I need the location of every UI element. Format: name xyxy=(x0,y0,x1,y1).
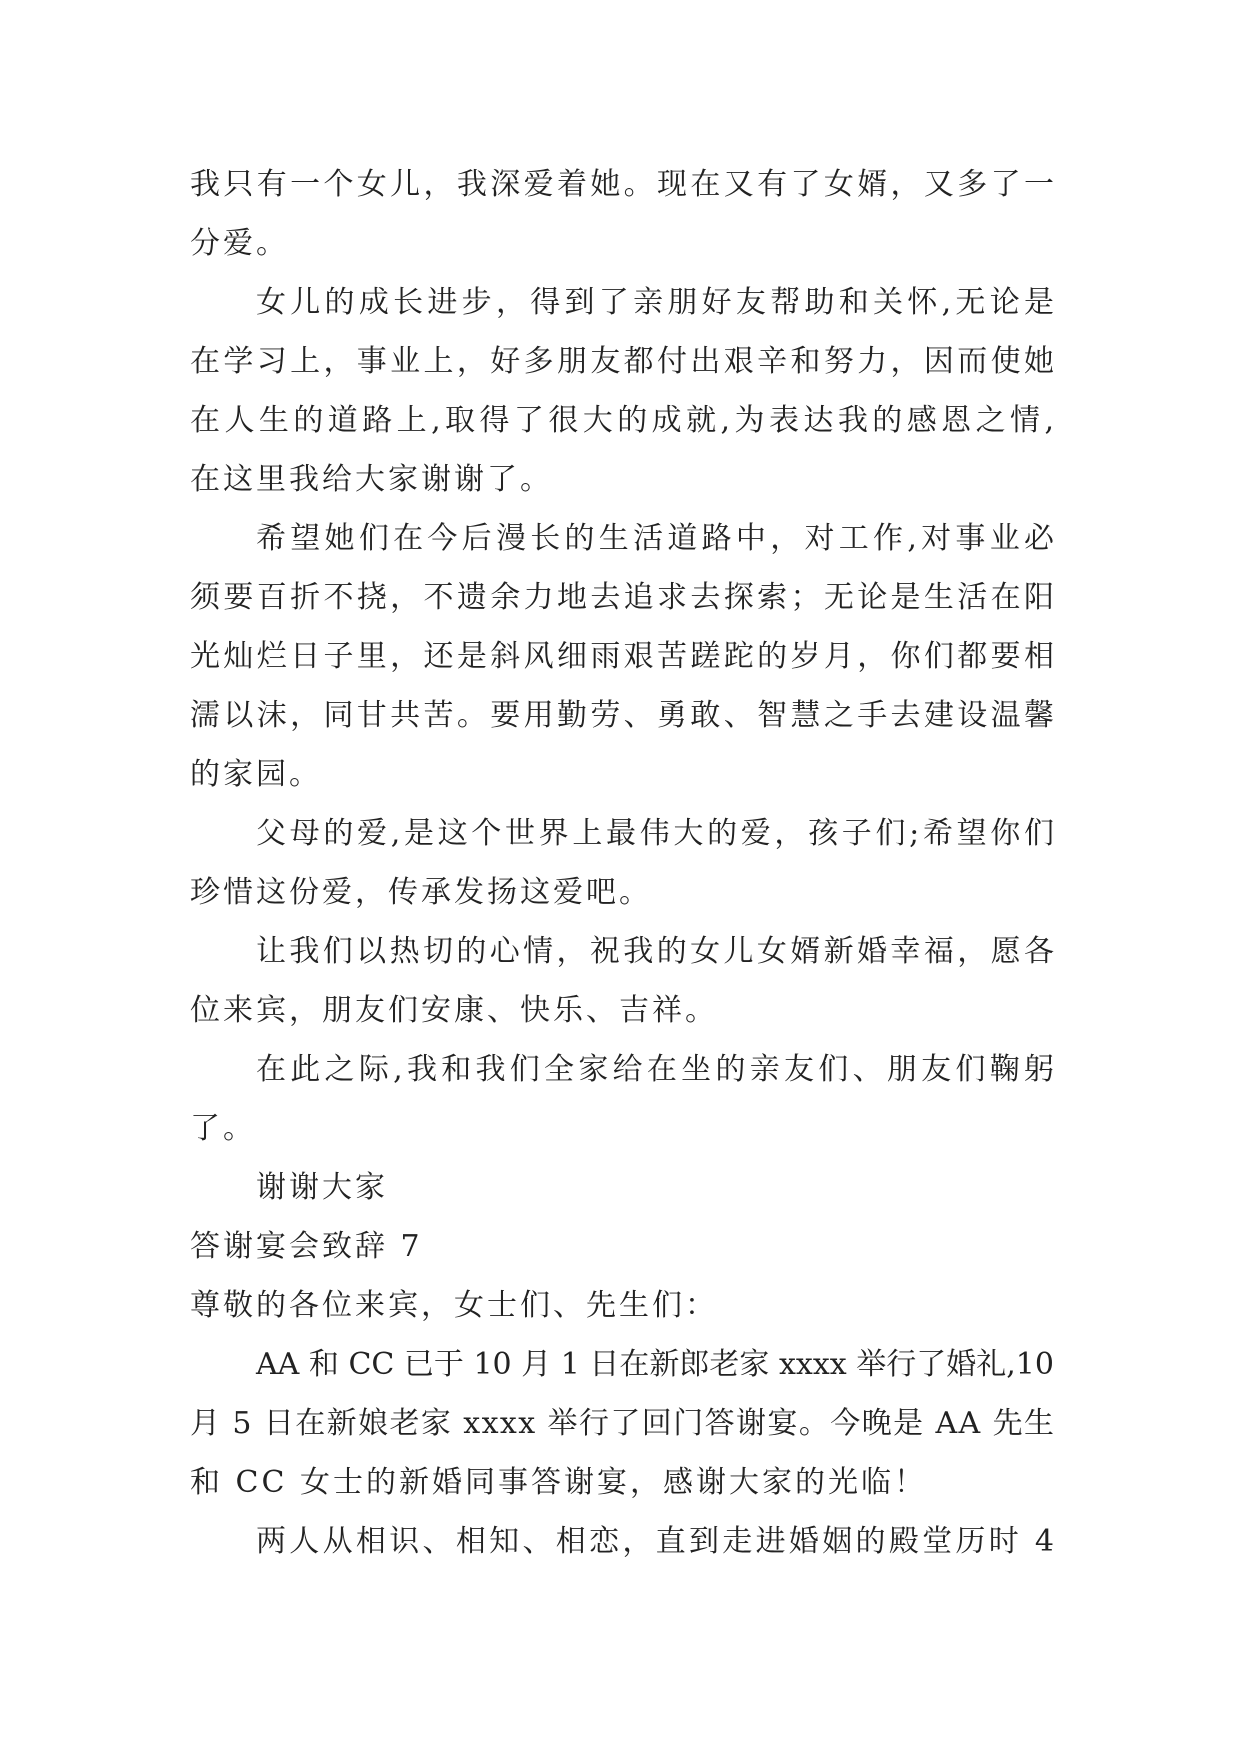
paragraph-line xyxy=(190,981,1054,1040)
paragraph-line xyxy=(190,450,1054,509)
line-text: 我只有一个女儿，我深爱着她。现在又有了女婿，又多了一 xyxy=(190,167,1058,202)
paragraph-line xyxy=(190,391,1059,450)
paragraph xyxy=(190,509,1059,804)
line-text: 父母的爱,是这个世界上最伟大的爱，孩子们;希望你们 xyxy=(256,816,1058,851)
line-text: 在人生的道路上,取得了很大的成就,为表达我的感恩之情, xyxy=(190,403,1059,438)
paragraph-line xyxy=(190,214,1054,273)
paragraph-line xyxy=(190,922,1058,981)
paragraph-line xyxy=(190,686,1058,745)
section-title xyxy=(190,1217,1054,1276)
paragraph-line xyxy=(190,1158,1054,1217)
line-text: 在此之际,我和我们全家给在坐的亲友们、朋友们鞠躬 xyxy=(256,1052,1059,1087)
line-text: 月 5 日在新娘老家 xxxx 举行了回门答谢宴。今晚是 AA 先生 xyxy=(190,1406,1056,1441)
closing-line xyxy=(190,1158,1054,1217)
paragraph-line xyxy=(190,1453,1054,1512)
line-text: 的家园。 xyxy=(190,757,322,792)
paragraph-line xyxy=(190,1512,1058,1571)
paragraph xyxy=(190,1512,1058,1571)
line-text: 了。 xyxy=(190,1111,256,1146)
line-text: 让我们以热切的心情，祝我的女儿女婿新婚幸福，愿各 xyxy=(256,934,1058,969)
line-text: 珍惜这份爱，传承发扬这爱吧。 xyxy=(190,875,652,910)
line-text: 在学习上，事业上，好多朋友都付出艰辛和努力，因而使她 xyxy=(190,344,1058,379)
line-text: 在这里我给大家谢谢了。 xyxy=(190,462,553,497)
paragraph-line xyxy=(190,509,1059,568)
paragraph-line xyxy=(190,155,1058,214)
paragraph xyxy=(190,1335,1054,1512)
paragraph xyxy=(190,1040,1059,1158)
paragraph xyxy=(190,804,1058,922)
paragraph-line xyxy=(190,1040,1059,1099)
line-text: 女儿的成长进步，得到了亲朋好友帮助和关怀,无论是 xyxy=(256,285,1059,320)
paragraph-line xyxy=(190,745,1054,804)
line-text: 光灿烂日子里，还是斜风细雨艰苦蹉跎的岁月，你们都要相 xyxy=(190,639,1058,674)
paragraph-line xyxy=(190,1099,1054,1158)
paragraph-line xyxy=(190,1335,1054,1394)
paragraph-line xyxy=(190,273,1059,332)
paragraph-line xyxy=(190,627,1058,686)
paragraph-line xyxy=(190,804,1058,863)
paragraph xyxy=(190,273,1059,509)
line-text: 濡以沫，同甘共苦。要用勤劳、勇敢、智慧之手去建设温馨 xyxy=(190,698,1058,733)
salutation-text: 尊敬的各位来宾，女士们、先生们： xyxy=(190,1288,718,1323)
paragraph-line xyxy=(190,863,1054,922)
line-text: 谢谢大家 xyxy=(256,1170,388,1205)
line-text: 位来宾，朋友们安康、快乐、吉祥。 xyxy=(190,993,718,1028)
line-text: 须要百折不挠，不遗余力地去追求去探索；无论是生活在阳 xyxy=(190,580,1058,615)
line-text: 两人从相识、相知、相恋，直到走进婚姻的殿堂历时 4 xyxy=(256,1524,1058,1559)
paragraph-line xyxy=(190,1394,1054,1453)
salutation xyxy=(190,1276,1054,1335)
line-text: 希望她们在今后漫长的生活道路中，对工作,对事业必 xyxy=(256,521,1059,556)
document-body xyxy=(190,155,1059,1571)
paragraph xyxy=(190,922,1058,1040)
line-text: 分爱。 xyxy=(190,226,289,261)
line-text: 和 CC 女士的新婚同事答谢宴，感谢大家的光临！ xyxy=(190,1465,927,1500)
line-text: AA 和 CC 已于 10 月 1 日在新郎老家 xxxx 举行了婚礼,10 xyxy=(256,1347,1054,1382)
section-title-text: 答谢宴会致辞 7 xyxy=(190,1229,423,1264)
paragraph xyxy=(190,155,1058,273)
paragraph-line xyxy=(190,332,1058,391)
paragraph-line xyxy=(190,568,1058,627)
